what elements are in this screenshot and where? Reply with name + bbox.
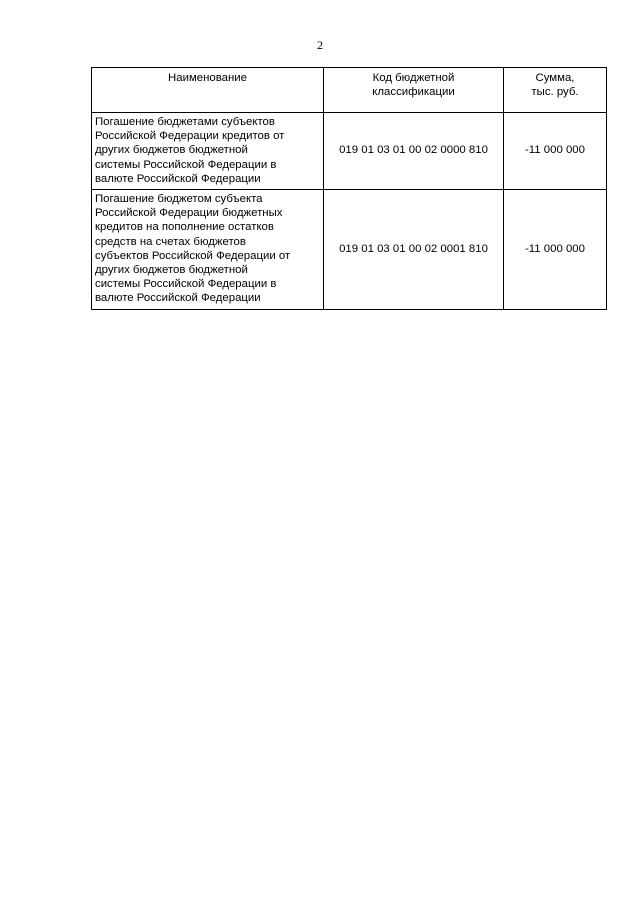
row-name: Погашение бюджетом субъекта Российской Федерации бюджетных кредитов на пополнение остатков средств на счетах бюджетов субъектов Российской Федерации от других бюджетов бюджетной системы Российской Федерации в валюте Российской Федерации [92, 190, 324, 310]
row-code: 019 01 03 01 00 02 0000 810 [324, 113, 504, 190]
header-code: Код бюджетной классификации [324, 68, 504, 113]
page-number: 2 [317, 38, 323, 52]
row-name: Погашение бюджетами субъектов Российской Федерации кредитов от других бюджетов бюджетной системы Российской Федерации в валюте Российской Федерации [92, 113, 324, 190]
header-name: Наименование [92, 68, 324, 113]
budget-classification-table [91, 67, 607, 310]
table-header-row [92, 68, 607, 113]
row-code: 019 01 03 01 00 02 0001 810 [324, 190, 504, 310]
row-sum: -11 000 000 [504, 190, 607, 310]
table-row [92, 113, 607, 190]
header-sum: Сумма, тыс. руб. [504, 68, 607, 113]
table-row [92, 190, 607, 310]
row-sum: -11 000 000 [504, 113, 607, 190]
